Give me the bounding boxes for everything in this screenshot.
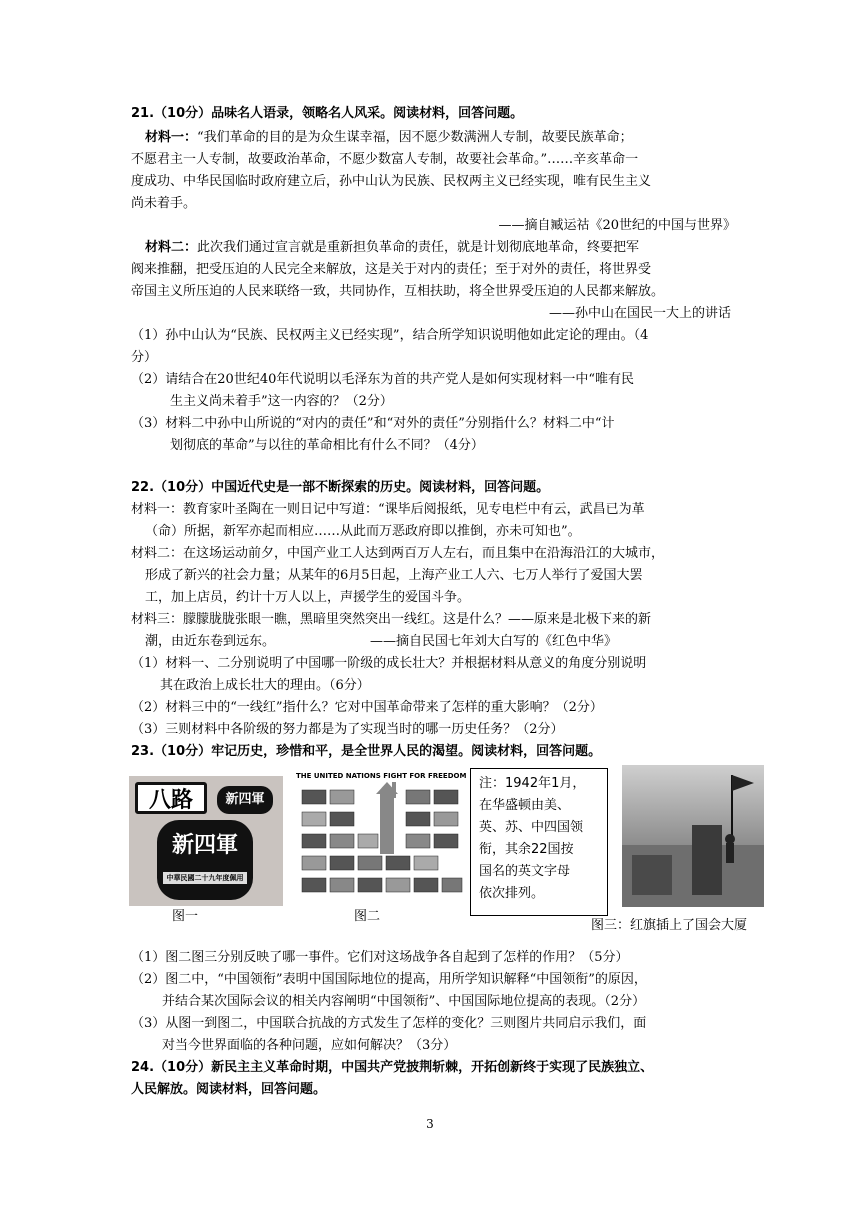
q23-question2-line2: 并结合某次国际会议的相关内容阐明“中国领衔”、中国国际地位提高的表现。（2分） bbox=[162, 994, 646, 1009]
q21-question2-line1: （2）请结合在20世纪40年代说明以毛泽东为首的共产党人是如何实现材料一中“唯有民 bbox=[131, 372, 635, 387]
q24-title-line1: 24.（10分）新民主主义革命时期，中国共产党披荆斩棘，开拓创新终于实现了民族独立、 bbox=[131, 1060, 654, 1075]
q22-material3-source: ——摘自民国七年刘大白写的《红色中华》 bbox=[370, 634, 618, 649]
q21-title: 21.（10分）品味名人语录，领略名人风采。阅读材料，回答问题。 bbox=[131, 106, 524, 121]
q22-material3-line1: 材料三：朦朦胧胧张眼一瞧，黑暗里突然突出一线红。这是什么？——原来是北极下来的新 bbox=[131, 612, 652, 627]
q23-question3-line1: （3）从图一到图二，中国联合抗战的方式发生了怎样的变化？三则图片共同启示我们，面 bbox=[131, 1016, 647, 1031]
q22-question1-line2: 其在政治上成长壮大的理由。（6分） bbox=[160, 678, 370, 693]
q22-material1-line1: 材料一：教育家叶圣陶在一则日记中写道：“课毕后阅报纸，见专电栏中有云，武昌已为革 bbox=[131, 502, 645, 517]
figure3-caption: 图三：红旗插上了国会大厦 bbox=[591, 918, 748, 933]
q21-material2-line3: 帝国主义所压迫的人民来联络一致，共同协作，互相扶助，将全世界受压迫的人民都来解放。 bbox=[131, 284, 665, 299]
q22-material3-line2: 潮，由近东卷到远东。 bbox=[145, 634, 276, 649]
q21-question3-line1: （3）材料二中孙中山所说的“对内的责任”和“对外的责任”分别指什么？材料二中“计 bbox=[131, 416, 615, 431]
statue-of-liberty-icon bbox=[376, 782, 398, 854]
q24-title-line2: 人民解放。阅读材料，回答问题。 bbox=[131, 1082, 327, 1097]
q22-question1-line1: （1）材料一、二分别说明了中国哪一阶级的成长壮大？并根据材料从意义的角度分别说明 bbox=[131, 656, 647, 671]
q21-material1-line3: 度成功、中华民国临时政府建立后，孙中山认为民族、民权两主义已经实现，唯有民生主义 bbox=[131, 174, 652, 189]
note-box bbox=[470, 768, 608, 916]
q22-material2-line3: 工，加上店员，约计十万人以上，声援学生的爱国斗争。 bbox=[145, 590, 471, 605]
q21-question1-line1: （1）孙中山认为“民族、民权两主义已经实现”，结合所学知识说明他如此定论的理由。（4 bbox=[131, 328, 649, 343]
q22-question2: （2）材料三中的“一线红”指什么？它对中国革命带来了怎样的重大影响？（2分） bbox=[131, 700, 603, 715]
figure1-caption: 图一 bbox=[172, 909, 199, 924]
q21-question1-line2: 分） bbox=[131, 350, 158, 365]
q21-material1-line1 bbox=[145, 129, 633, 147]
q23-question1: （1）图二图三分别反映了哪一事件。它们对这场战争各自起到了怎样的作用？（5分） bbox=[131, 950, 629, 965]
figure1-patches-photo bbox=[129, 776, 283, 906]
q22-material1-line2: （命）所据，新军亦起而相应……从此而万恶政府即以推倒，亦未可知也”。 bbox=[145, 524, 581, 539]
q21-material2-line2: 阀来推翻，把受压迫的人民完全来解放，这是关于对内的责任；至于对外的责任，将世界受 bbox=[131, 262, 652, 277]
q23-question2-line1: （2）图二中，“中国领衔”表明中国国际地位的提高，用所学知识解释“中国领衔”的原因， bbox=[131, 972, 647, 987]
note-line4: 衔，其余22国按 bbox=[479, 842, 574, 857]
patch-xinsijun-small: 新四軍 bbox=[217, 786, 273, 814]
figure3-reichstag-photo bbox=[622, 765, 764, 907]
q21-question2-line2: 生主义尚未着手”这一内容的？（2分） bbox=[170, 394, 393, 409]
q22-material2-line1: 材料二：在这场运动前夕，中国产业工人达到两百万人左右，而且集中在沿海沿江的大城市， bbox=[131, 546, 665, 561]
q21-material1-line4: 尚未着手。 bbox=[131, 196, 197, 211]
patch-xinsijun-large-subtext: 中華民國二十九年度佩用 bbox=[163, 872, 247, 884]
figure2-caption: 图二 bbox=[354, 909, 381, 924]
note-line3: 英、苏、中四国领 bbox=[479, 820, 584, 835]
flag-grid-graphic bbox=[296, 782, 466, 910]
q23-question3-line2: 对当今世界面临的各种问题，应如何解决？（3分） bbox=[162, 1038, 457, 1053]
q21-material1-source: ——摘自臧运祜《20世纪的中国与世界》 bbox=[498, 218, 736, 233]
note-line2: 在华盛顿由美、 bbox=[479, 798, 571, 813]
q21-material1-line2: 不愿君主一人专制，故要政治革命，不愿少数富人专制，故要社会革命。”……辛亥革命一 bbox=[131, 152, 639, 167]
poster-banner: THE UNITED NATIONS FIGHT FOR FREEDOM bbox=[296, 772, 467, 780]
patch-xinsijun-large-text: 新四軍 bbox=[171, 833, 238, 858]
q21-material1-text: “我们革命的目的是为众生谋幸福，因不愿少数满洲人专制，故要民族革命； bbox=[197, 130, 633, 145]
reichstag-scene-graphic bbox=[622, 765, 764, 907]
q22-title: 22.（10分）中国近代史是一部不断探索的历史。阅读材料，回答问题。 bbox=[131, 480, 550, 495]
q22-question3: （3）三则材料中各阶级的努力都是为了实现当时的哪一历史任务？（2分） bbox=[131, 722, 564, 737]
q23-title: 23.（10分）牢记历史，珍惜和平，是全世界人民的渴望。阅读材料，回答问题。 bbox=[131, 744, 602, 759]
q21-material2-source: ——孙中山在国民一大上的讲话 bbox=[548, 306, 731, 321]
q22-material2-line2: 形成了新兴的社会力量；从某年的6月5日起，上海产业工人六、七万人举行了爱国大罢 bbox=[145, 568, 643, 583]
page-number: 3 bbox=[426, 1117, 434, 1131]
patch-balu: 八路 bbox=[135, 782, 207, 814]
figure2-un-poster bbox=[296, 772, 466, 908]
q21-material2-label: 材料二： bbox=[145, 240, 198, 255]
patch-xinsijun-large bbox=[157, 820, 253, 900]
q21-material2-line1 bbox=[145, 239, 639, 257]
q21-material2-text: 此次我们通过宣言就是重新担负革命的责任，就是计划彻底地革命，终要把军 bbox=[197, 240, 640, 255]
note-line6: 依次排列。 bbox=[479, 886, 545, 901]
note-line5: 国名的英文字母 bbox=[479, 864, 571, 879]
q21-question3-line2: 划彻底的革命”与以往的革命相比有什么不同？（4分） bbox=[170, 438, 484, 453]
q21-material1-label: 材料一： bbox=[145, 130, 198, 145]
note-line1: 注：1942年1月， bbox=[479, 776, 586, 791]
